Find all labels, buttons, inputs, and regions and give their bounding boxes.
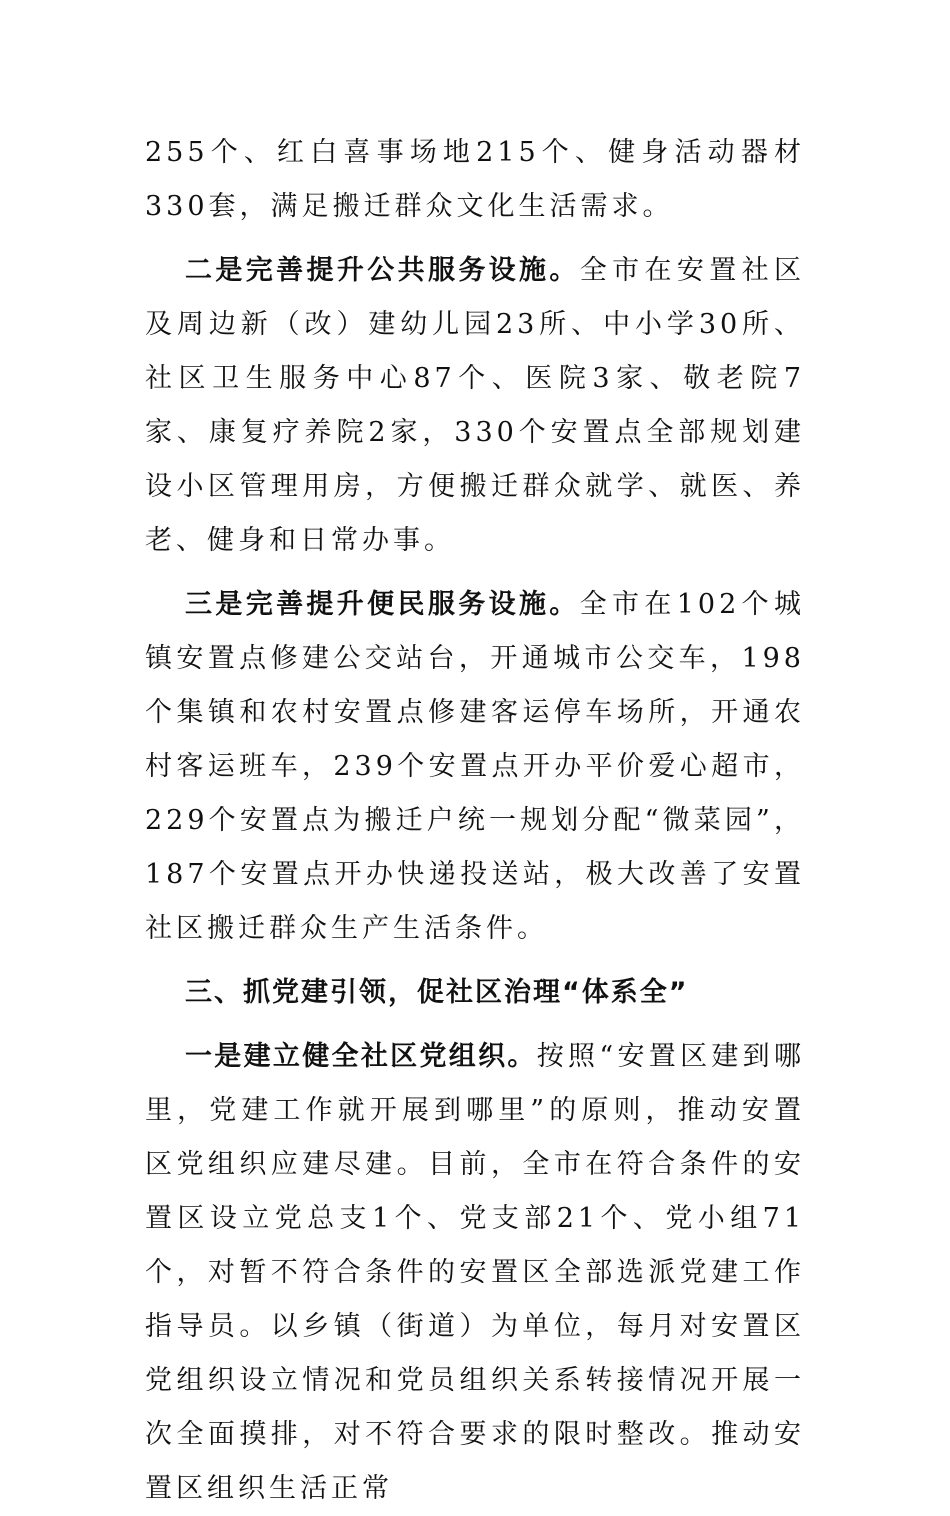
paragraph-text: 全市在安置社区及周边新（改）建幼儿园23所、中小学30所、社区卫生服务中心87个、医院3家、敬老院7家、康复疗养院2家，330个安置点全部规划建设小区管理用房，方便搬迁群众就学、就医、养老、健身和日常办事。 bbox=[145, 255, 806, 556]
paragraph-text: 全市在102个城镇安置点修建公交站台，开通城市公交车，198个集镇和农村安置点修建客运停车场所，开通农村客运班车，239个安置点开办平价爱心超市，229个安置点为搬迁户统一规划分配“微菜园”，187个安置点开办快递投送站，极大改善了安置社区搬迁群众生产生活条件。 bbox=[145, 589, 805, 944]
paragraph-convenience-services bbox=[145, 578, 805, 956]
document-body bbox=[145, 126, 805, 1516]
paragraph-public-services bbox=[145, 244, 805, 568]
paragraph-text: 按照“安置区建到哪里，党建工作就开展到哪里”的原则，推动安置区党组织应建尽建。目前，全市在符合条件的安置区设立党总支1个、党支部21个、党小组71个，对暂不符合条件的安置区全部选派党建工作指导员。以乡镇（街道）为单位，每月对安置区党组织设立情况和党员组织关系转接情况开展一次全面摸排，对不符合要求的限时整改。推动安置区组织生活正常 bbox=[145, 1041, 805, 1504]
paragraph-lead: 一是建立健全社区党组织。 bbox=[185, 1041, 537, 1072]
paragraph-text: 255个、红白喜事场地215个、健身活动器材330套，满足搬迁群众文化生活需求。 bbox=[145, 137, 805, 222]
section-heading: 三、抓党建引领，促社区治理“体系全” bbox=[185, 977, 689, 1008]
paragraph-continued bbox=[145, 126, 805, 234]
paragraph-party-organization bbox=[145, 1030, 805, 1516]
paragraph-lead: 二是完善提升公共服务设施。 bbox=[185, 255, 580, 286]
paragraph-lead: 三是完善提升便民服务设施。 bbox=[185, 589, 580, 620]
